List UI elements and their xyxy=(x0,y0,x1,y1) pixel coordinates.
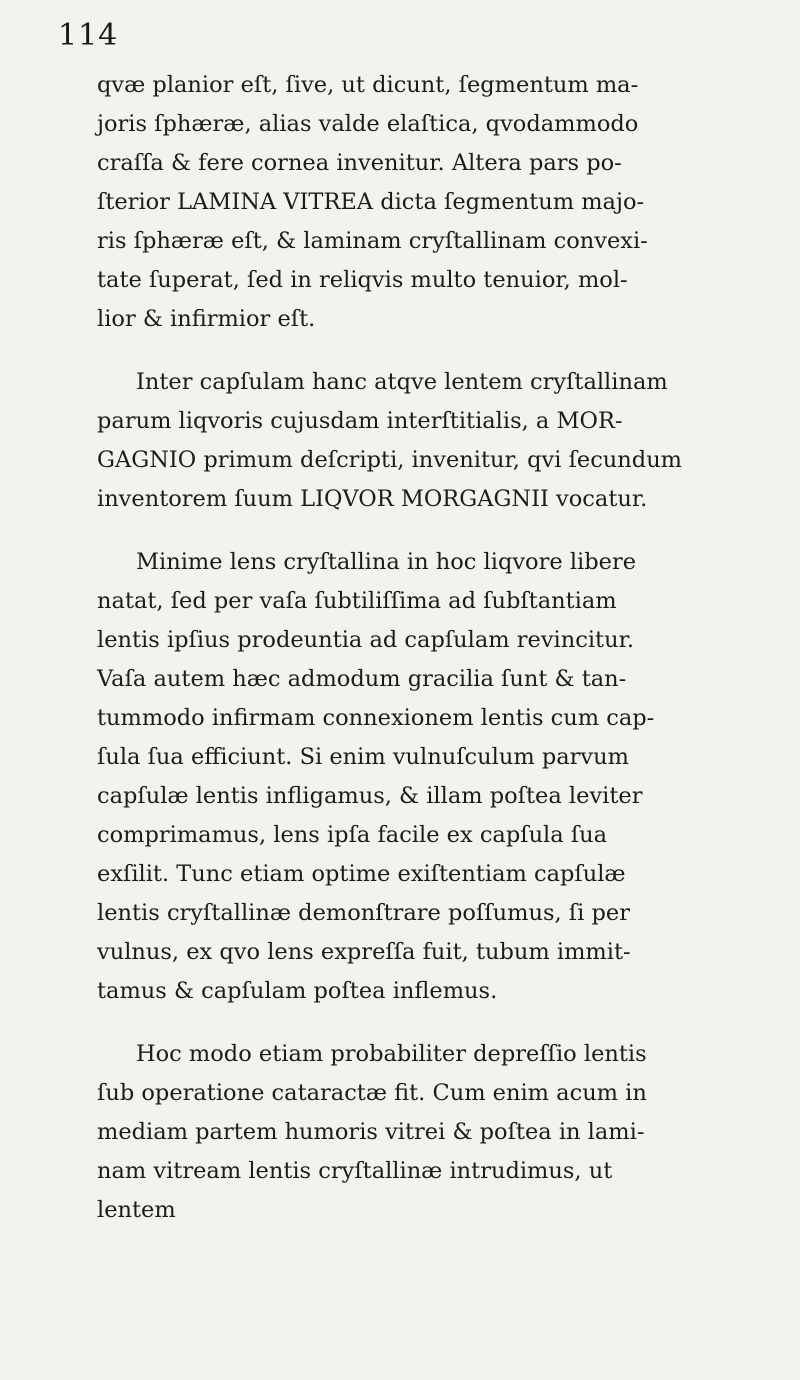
text-line: ſterior LAMINA VITREA dicta ſegmentum majo- xyxy=(97,189,645,215)
text-line: Inter capſulam hanc atqve lentem cryſtallinam xyxy=(136,369,668,395)
text-line: joris ſphæræ, alias valde elaſtica, qvodammodo xyxy=(97,111,639,137)
text-line: mediam partem humoris vitrei & poſtea in lami- xyxy=(97,1119,645,1145)
paragraph-4 xyxy=(97,1035,777,1191)
text-line: ſub operatione cataractæ fit. Cum enim acum in xyxy=(97,1080,647,1106)
text-line: Hoc modo etiam probabiliter depreſſio lentis xyxy=(136,1041,647,1067)
text-line: ris ſphæræ eſt, & laminam cryſtallinam convexi- xyxy=(97,228,648,254)
text-line: qvæ planior eſt, ſive, ut dicunt, ſegmentum ma- xyxy=(97,72,639,98)
text-line: nam vitream lentis cryſtallinæ intrudimus, ut xyxy=(97,1158,613,1184)
text-line: craſſa & fere cornea invenitur. Altera pars po- xyxy=(97,150,622,176)
text-line: lentis cryſtallinæ demonſtrare poſſumus, ſi per xyxy=(97,900,630,926)
text-line: lior & infirmior eſt. xyxy=(97,306,316,332)
page-number: 114 xyxy=(58,18,119,53)
catchword-line xyxy=(97,1191,777,1230)
text-line: natat, ſed per vaſa ſubtiliſſima ad ſubſtantiam xyxy=(97,588,617,614)
text-line: GAGNIO primum deſcripti, invenitur, qvi ſecundum xyxy=(97,447,683,473)
text-line: comprimamus, lens ipſa facile ex capſula ſua xyxy=(97,822,608,848)
text-line: capſulæ lentis infligamus, & illam poſtea leviter xyxy=(97,783,643,809)
paragraph-2 xyxy=(97,363,777,519)
text-line: tamus & capſulam poſtea inflemus. xyxy=(97,978,498,1004)
paragraph-3 xyxy=(97,543,777,1011)
text-line: Minime lens cryſtallina in hoc liqvore libere xyxy=(136,549,637,575)
text-line: Vaſa autem hæc admodum gracilia ſunt & tan- xyxy=(97,666,627,692)
catchword: lentem xyxy=(97,1197,176,1223)
text-line: tate ſuperat, ſed in reliqvis multo tenuior, mol- xyxy=(97,267,628,293)
text-line: parum liqvoris cujusdam interſtitialis, a MOR- xyxy=(97,408,623,434)
text-line: exſilit. Tunc etiam optime exiſtentiam capſulæ xyxy=(97,861,626,887)
text-line: ſula ſua efficiunt. Si enim vulnuſculum parvum xyxy=(97,744,629,770)
text-line: lentis ipſius prodeuntia ad capſulam revincitur. xyxy=(97,627,635,653)
text-line: tummodo infirmam connexionem lentis cum cap- xyxy=(97,705,655,731)
page-text xyxy=(97,66,777,1230)
text-line: vulnus, ex qvo lens expreſſa fuit, tubum immit- xyxy=(97,939,631,965)
paragraph-1 xyxy=(97,66,777,339)
text-line: inventorem ſuum LIQVOR MORGAGNII vocatur. xyxy=(97,486,648,512)
